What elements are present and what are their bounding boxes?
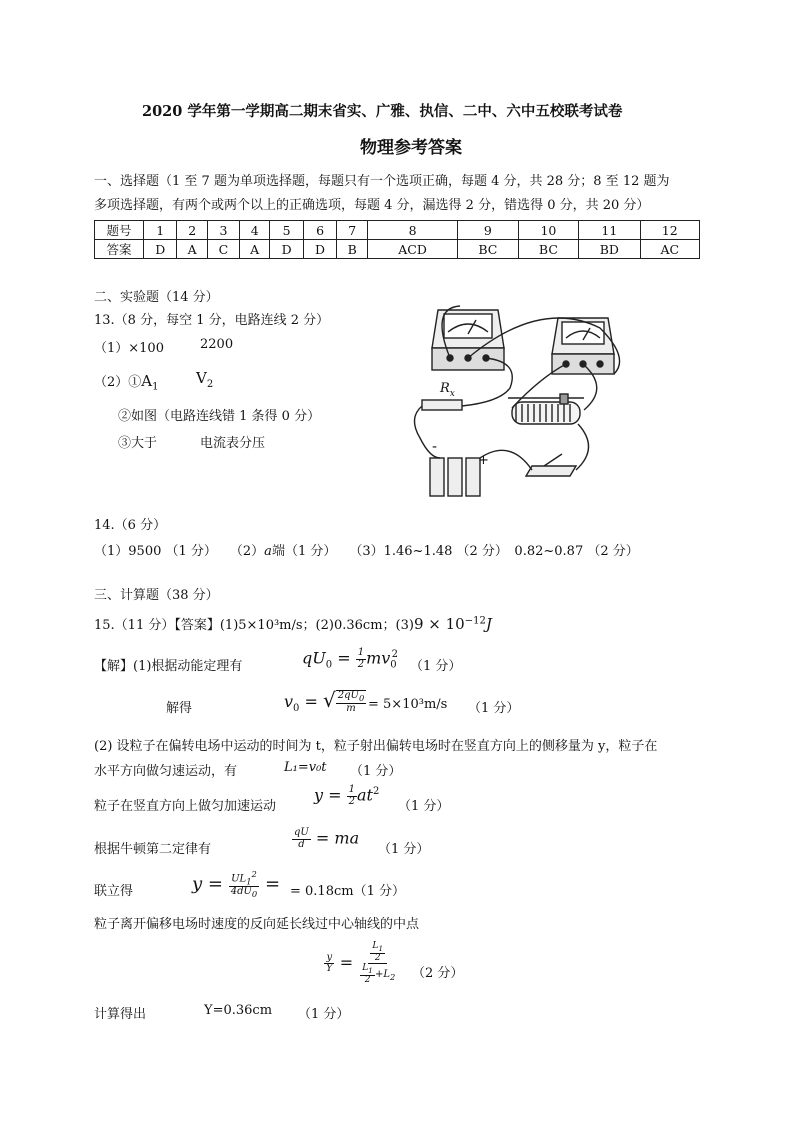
q15-step2-label: 解得 xyxy=(166,701,193,716)
q13-part1-value: 2200 xyxy=(200,337,234,352)
score-4: （1 分） xyxy=(398,799,450,814)
battery-minus-label: - xyxy=(432,439,438,455)
q15-ans3-exp: −12 xyxy=(464,615,486,627)
ratio-equation: $\frac{y}{Y}$ = $\frac{L_1}{2}$ $\frac{L_1}{2}$ $+L_2$ xyxy=(326,941,396,985)
question-number-cell: 8 xyxy=(368,221,458,240)
answer-cell: BC xyxy=(458,240,519,259)
Y-result: Y=0.36cm xyxy=(204,1003,273,1018)
question-number-cell: 5 xyxy=(270,221,303,240)
table-row-questions xyxy=(95,221,700,240)
answer-cell: B xyxy=(337,240,368,259)
q15-step4-label: 粒子在竖直方向上做匀加速运动 xyxy=(94,799,277,814)
question-number-cell: 11 xyxy=(579,221,640,240)
question-number-cell: 6 xyxy=(303,221,336,240)
q15-step3-line1: (2) 设粒子在偏转电场中运动的时间为 t，粒子射出偏转电场时在竖直方向上的侧移量为 y，粒子在 xyxy=(94,739,658,754)
answer-cell: ACD xyxy=(368,240,458,259)
answer-cell: D xyxy=(144,240,177,259)
newton-equation: $\frac{qU}{d}$ = ma xyxy=(294,827,360,850)
section2-heading: 二、实验题（14 分） xyxy=(94,290,219,305)
voltmeter-letter: V xyxy=(196,369,207,387)
q14-answer-a: a xyxy=(264,544,272,559)
question-number-cell: 4 xyxy=(239,221,269,240)
velocity-result: = 5×10³m/s xyxy=(368,697,448,712)
q15-title-text: 15.（11 分）【答案】(1)5×10³m/s；(2)0.36cm；(3) xyxy=(94,618,414,633)
q13-part2-line3-a: ③大于 xyxy=(118,436,158,451)
question-number-cell: 12 xyxy=(640,221,699,240)
question-number-cell: 3 xyxy=(207,221,239,240)
velocity-equation: $v_0$ = √ $\frac{2qU_0}{m}$ xyxy=(284,688,365,715)
ammeter-answer: A xyxy=(141,372,153,390)
q15-step7-line: 粒子离开偏移电场时速度的反向延长线过中心轴线的中点 xyxy=(94,917,420,932)
voltmeter-answer xyxy=(196,369,213,390)
switch-icon xyxy=(526,454,576,476)
q13-part2-label xyxy=(94,371,159,393)
table-row-answers xyxy=(95,240,700,259)
combined-equation: y = $\frac{UL_1^2}{4dU_0}$ = xyxy=(192,869,281,900)
q14-answer-part1: （1）9500 （1 分） （2） xyxy=(94,544,265,559)
resistor-icon xyxy=(422,400,462,410)
q15-ans3: 9 × 10 xyxy=(413,615,465,633)
q15-ans3-unit: J xyxy=(485,615,492,633)
rheostat-icon xyxy=(508,394,584,424)
answer-cell: D xyxy=(270,240,303,259)
score-3: （1 分） xyxy=(350,764,402,779)
q14-answer-rest: 端（1 分） （3）1.46~1.48 （2 分） 0.82~0.87 （2 分） xyxy=(271,544,639,559)
q14-title: 14.（6 分） xyxy=(94,518,167,533)
answer-cell: C xyxy=(207,240,239,259)
score-7: （1 分） xyxy=(298,1007,350,1022)
q13-part2-line2: ②如图（电路连线错 1 条得 0 分） xyxy=(118,409,321,424)
q13-part2-prefix: （2）① xyxy=(94,375,142,390)
exam-title: 2020 学年第一学期高二期末省实、广雅、执信、二中、六中五校联考试卷 xyxy=(142,103,623,120)
energy-equation: $qU_0$ = $\frac{1}{2}$ $mv_0^2$ xyxy=(302,647,399,671)
q15-step6-label: 联立得 xyxy=(94,884,134,899)
q14-answer xyxy=(94,540,639,559)
score-1: （1 分） xyxy=(410,659,462,674)
question-number-cell: 7 xyxy=(337,221,368,240)
voltmeter-subscript: 2 xyxy=(206,379,214,390)
question-number-cell: 9 xyxy=(458,221,519,240)
ammeter-icon xyxy=(552,318,614,374)
q15-title xyxy=(94,614,492,633)
answer-cell: A xyxy=(177,240,207,259)
battery-icon xyxy=(430,458,480,496)
circuit-diagram xyxy=(400,298,650,503)
q15-step5-label: 根据牛顿第二定律有 xyxy=(94,842,212,857)
q15-step8-label: 计算得出 xyxy=(94,1007,147,1022)
question-number-cell: 1 xyxy=(144,221,177,240)
q13-part1-label: （1）×100 xyxy=(94,341,164,356)
q13-title: 13.（8 分，每空 1 分，电路连线 2 分） xyxy=(94,313,330,328)
question-number-cell: 2 xyxy=(177,221,207,240)
table-label-answer: 答案 xyxy=(95,240,144,259)
answer-cell: AC xyxy=(640,240,699,259)
page-title: 物理参考答案 xyxy=(360,138,462,158)
battery-plus-label: + xyxy=(478,453,489,468)
answer-cell: BD xyxy=(579,240,640,259)
y-result: = 0.18cm（1 分） xyxy=(290,884,405,899)
score-2: （1 分） xyxy=(468,701,520,716)
q15-step3-line2: 水平方向做匀速运动，有 xyxy=(94,764,238,779)
uniform-motion-equation: L₁=v₀t xyxy=(284,760,327,775)
score-6: （2 分） xyxy=(412,966,464,981)
section1-heading-line1: 一、选择题（1 至 7 题为单项选择题，每题只有一个选项正确，每题 4 分，共 28 分；8 至 12 题为 xyxy=(94,174,670,189)
table-label-question: 题号 xyxy=(95,221,144,240)
answer-cell: BC xyxy=(518,240,579,259)
score-5: （1 分） xyxy=(378,842,430,857)
ammeter-subscript: 1 xyxy=(152,381,159,393)
displacement-equation: y = $\frac{1}{2}$ $at^2$ xyxy=(314,784,380,807)
q13-part2-line3-b: 电流表分压 xyxy=(200,436,266,451)
rx-label: $R_x$ xyxy=(440,381,455,399)
q15-step1-label: 【解】(1)根据动能定理有 xyxy=(94,659,243,674)
answer-cell: D xyxy=(303,240,336,259)
answer-cell: A xyxy=(239,240,269,259)
answer-table xyxy=(94,220,700,259)
section1-heading-line2: 多项选择题，有两个或两个以上的正确选项，每题 4 分，漏选得 2 分，错选得 0 分，共 20 分） xyxy=(94,198,650,213)
section3-heading: 三、计算题（38 分） xyxy=(94,588,219,603)
question-number-cell: 10 xyxy=(518,221,579,240)
